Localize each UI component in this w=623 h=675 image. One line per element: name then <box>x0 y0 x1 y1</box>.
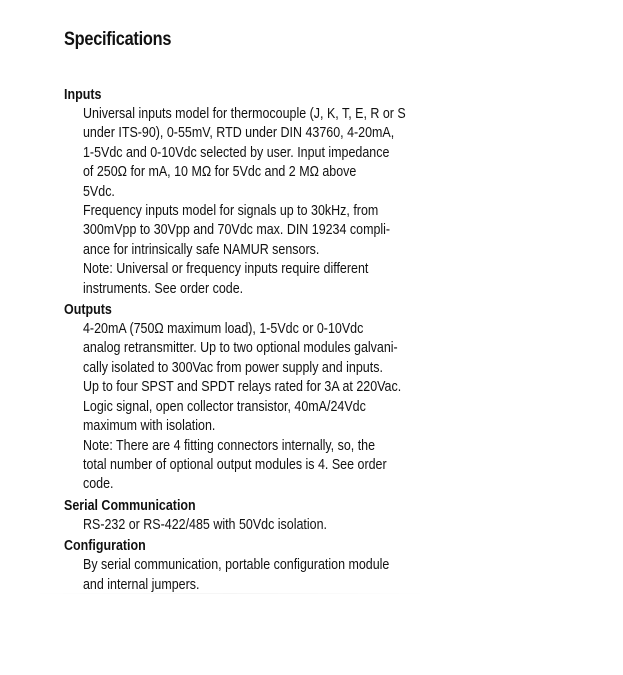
section-heading: Serial Communication <box>64 497 196 514</box>
text-line: 5Vdc. <box>83 183 115 200</box>
text-line: 4-20mA (750Ω maximum load), 1-5Vdc or 0-10Vdc <box>83 321 364 338</box>
page-divider <box>30 593 430 594</box>
section-heading: Configuration <box>64 538 146 555</box>
text-line: Up to four SPST and SPDT relays rated for 3A at 220Vac. <box>83 379 402 396</box>
text-line: instruments. See order code. <box>83 280 244 297</box>
text-line: Universal inputs model for thermocouple (J, K, T, E, R or S <box>83 106 406 122</box>
spec-document <box>64 28 424 595</box>
section-body <box>83 516 414 535</box>
text-line: and internal jumpers. <box>83 576 200 593</box>
text-line: under ITS-90), 0-55mV, RTD under DIN 43760, 4-20mA, <box>83 125 395 142</box>
section-body <box>83 320 414 495</box>
text-line: Frequency inputs model for signals up to 30kHz, from <box>83 203 379 220</box>
text-line: maximum with isolation. <box>83 418 216 435</box>
text-line: By serial communication, portable configuration module <box>83 557 390 574</box>
section-body <box>83 556 414 595</box>
text-line: of 250Ω for mA, 10 MΩ for 5Vdc and 2 MΩ above <box>83 164 357 181</box>
text-line: 1-5Vdc and 0-10Vdc selected by user. Input impedance <box>83 144 390 161</box>
page-title: Specifications <box>64 29 172 50</box>
section-body <box>83 105 414 299</box>
text-line: Logic signal, open collector transistor, 40mA/24Vdc <box>83 398 366 415</box>
section-configuration <box>64 537 424 595</box>
text-line: code. <box>83 476 114 493</box>
section-inputs <box>64 86 424 299</box>
text-line: cally isolated to 300Vac from power supply and inputs. <box>83 359 383 376</box>
text-line: RS-232 or RS-422/485 with 50Vdc isolation. <box>83 516 327 533</box>
section-serial-communication <box>64 497 424 535</box>
section-outputs <box>64 301 424 495</box>
section-heading: Inputs <box>64 87 102 103</box>
text-line: Note: Universal or frequency inputs require different <box>83 261 369 278</box>
text-line: 300mVpp to 30Vpp and 70Vdc max. DIN 19234 compli- <box>83 222 391 239</box>
text-line: Note: There are 4 fitting connectors internally, so, the <box>83 437 376 454</box>
text-line: analog retransmitter. Up to two optional modules galvani- <box>83 340 398 357</box>
text-line: total number of optional output modules is 4. See order <box>83 456 387 473</box>
section-heading: Outputs <box>64 302 112 319</box>
text-line: ance for intrinsically safe NAMUR sensors. <box>83 241 320 258</box>
